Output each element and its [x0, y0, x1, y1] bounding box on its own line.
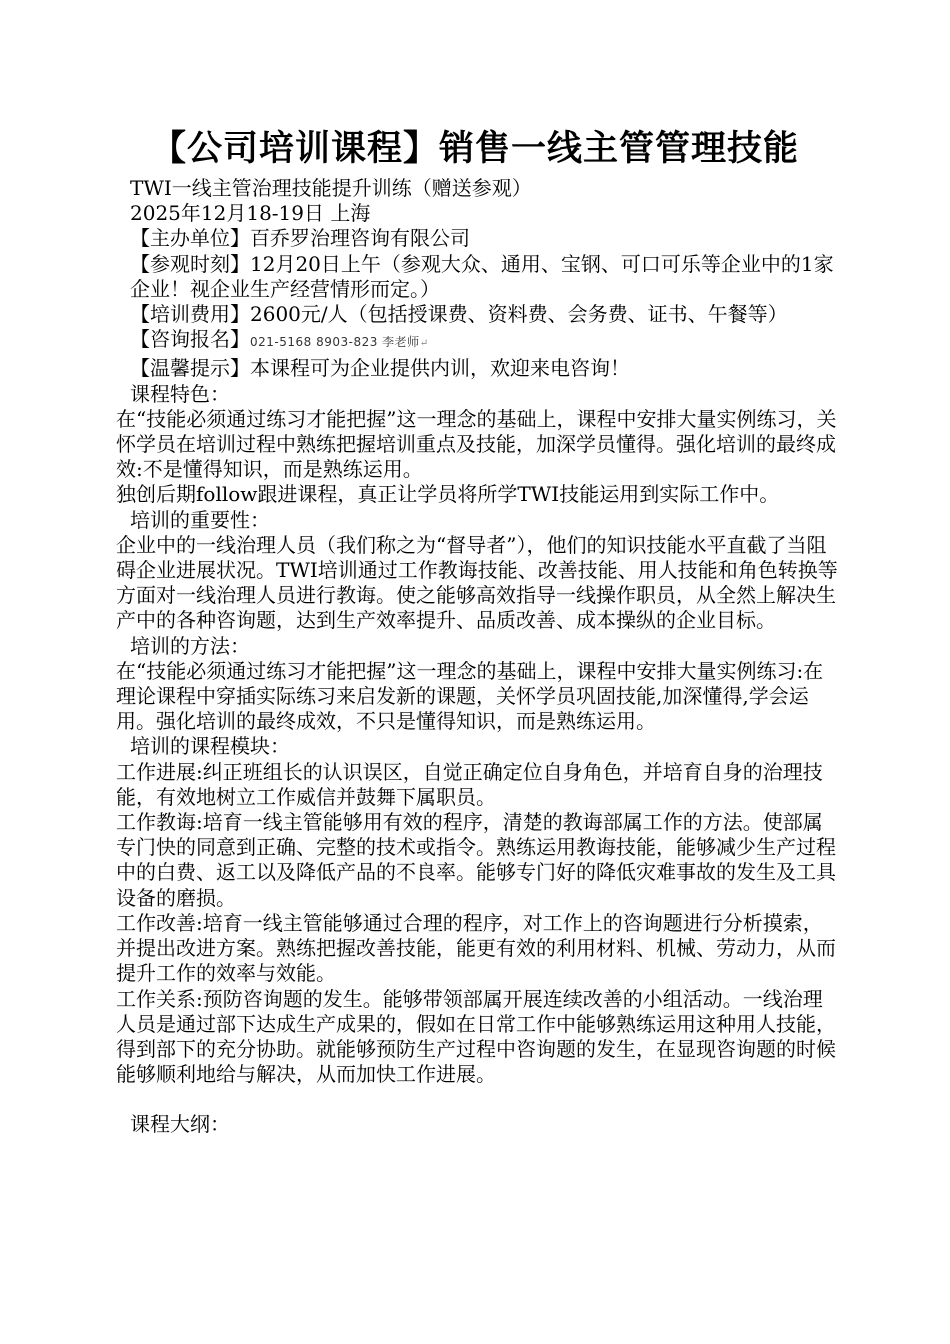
importance-paragraph: 企业中的一线治理人员（我们称之为“督导者”），他们的知识技能水平直截了当阻碍企业进展状况。TWI培训通过工作教诲技能、改善技能、用人技能和角色转换等方面对一线治理人员进行教诲。使之能够高效指导一线操作职员，从全然上解决生产中的各种咨询题，达到生产效率提升、品质改善、成本操纵的企业目标。 [116, 532, 838, 633]
tip-value: 本课程可为企业提供内训，欢迎来电咨询！ [250, 356, 630, 381]
fee-line [116, 302, 838, 327]
contact-value: 021-5168 8903-823 李老师 [250, 335, 420, 350]
course-date-place: 2025年12月18-19日 上海 [130, 201, 371, 226]
paragraph-mark-icon: ↵ [419, 338, 429, 350]
features-paragraph-2: 独创后期follow跟进课程，真正让学员将所学TWI技能运用到实际工作中。 [116, 482, 780, 507]
tip-line [116, 356, 838, 381]
visit-line [116, 252, 838, 302]
fee-value: 2600元/人（包括授课费、资料费、会务费、证书、午餐等） [250, 302, 788, 327]
outline-heading: 课程大纲： [130, 1112, 230, 1137]
importance-heading: 培训的重要性： [130, 507, 270, 532]
module-paragraph-3: 工作改善:培育一线主管能够通过合理的程序，对工作上的咨询题进行分析摸索，并提出改进方案。熟练把握改善技能，能更有效的利用材料、机械、劳动力，从而提升工作的效率与效能。 [116, 910, 836, 986]
visit-value: 12月20日上午（参观大众、通用、宝钢、可口可乐等企业中的1家企业！视企业生产经营情形而定。） [130, 251, 834, 301]
blank-line [116, 1087, 838, 1112]
fee-label: 【培训费用】 [130, 302, 250, 327]
document-title: 【公司培训课程】销售一线主管管理技能 [150, 128, 799, 169]
features-paragraph-1: 在“技能必须通过练习才能把握”这一理念的基础上，课程中安排大量实例练习，关怀学员在培训过程中熟练把握培训重点及技能，加深学员懂得。强化培训的最终成效:不是懂得知识，而是熟练运用。 [116, 406, 837, 482]
course-subtitle: TWI一线主管治理技能提升训练（赠送参观） [130, 176, 532, 200]
method-paragraph: 在“技能必须通过练习才能把握”这一理念的基础上，课程中安排大量实例练习:在理论课程中穿插实际练习来启发新的课题，关怀学员巩固技能,加深懂得,学会运用。强化培训的最终成效，不只是懂得知识，而是熟练运用。 [116, 658, 824, 734]
module-paragraph-1: 工作进展:纠正班组长的认识误区，自觉正确定位自身角色，并培育自身的治理技能，有效地树立工作威信并鼓舞下属职员。 [116, 759, 823, 809]
contact-line [116, 327, 838, 356]
document-body [116, 176, 838, 1138]
organizer-label: 【主办单位】 [130, 226, 250, 251]
tip-label: 【温馨提示】 [130, 356, 250, 381]
module-paragraph-4: 工作关系:预防咨询题的发生。能够带领部属开展连续改善的小组活动。一线治理人员是通过部下达成生产成果的，假如在日常工作中能够熟练运用这种用人技能，得到部下的充分协助。就能够预防生产过程中咨询题的发生，在显现咨询题的时候能够顺利地给与解决，从而加快工作进展。 [116, 986, 836, 1087]
visit-label: 【参观时刻】 [130, 251, 250, 276]
module-paragraph-2: 工作教诲:培育一线主管能够用有效的程序，清楚的教诲部属工作的方法。使部属专门快的同意到正确、完整的技术或指令。熟练运用教诲技能，能够减少生产过程中的白费、返工以及降低产品的不良率。能够专门好的降低灾难事故的发生及工具设备的磨损。 [116, 810, 836, 910]
modules-heading: 培训的课程模块： [130, 734, 290, 759]
contact-label: 【咨询报名】 [130, 327, 250, 352]
organizer-line [116, 226, 838, 251]
organizer-value: 百乔罗治理咨询有限公司 [250, 226, 470, 251]
features-heading: 课程特色： [130, 381, 230, 406]
method-heading: 培训的方法： [130, 633, 250, 658]
